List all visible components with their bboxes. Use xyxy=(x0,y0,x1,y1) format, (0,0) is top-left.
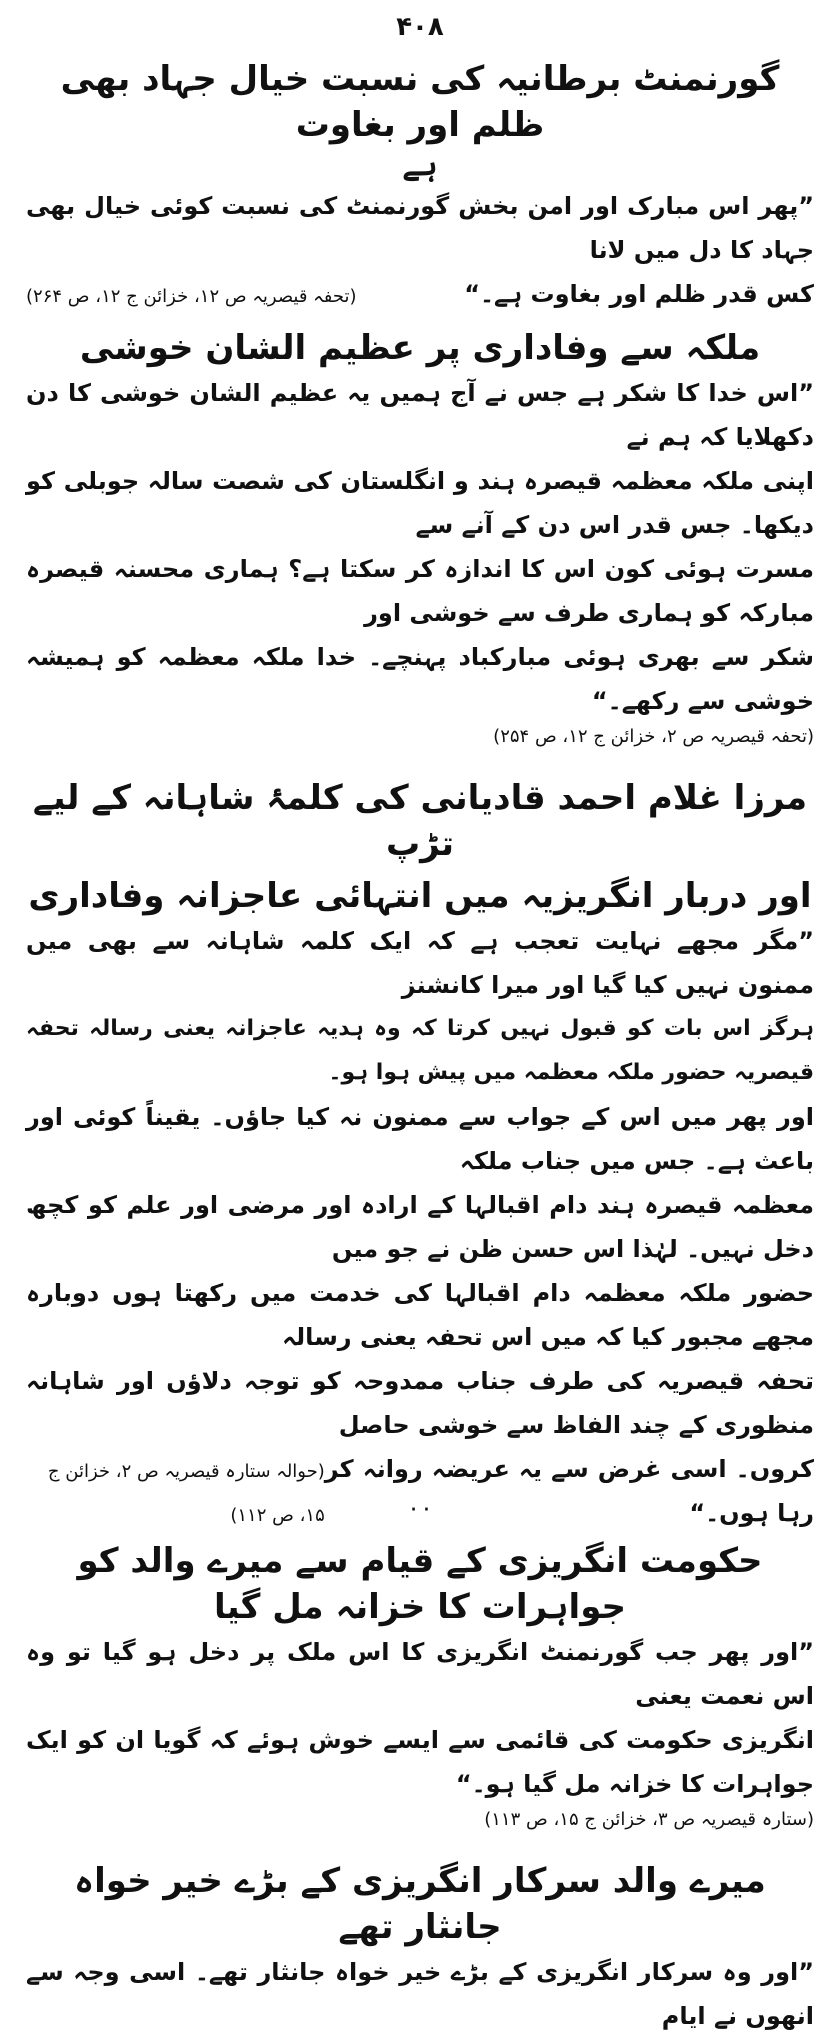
section-jewel-treasure xyxy=(26,1538,814,1834)
quote-line: شکر سے بھری ہوئی مبارکباد پہنچے۔ خدا ملکہ معظمہ کو ہمیشہ خوشی سے رکھے۔“ xyxy=(26,643,814,715)
section-royal-word-longing xyxy=(26,775,814,1538)
quote-last-line-row xyxy=(26,272,814,319)
quote-line: کروں۔ اسی غرض سے یہ عریضہ روانہ کر رہا ہوں۔“ xyxy=(324,1455,814,1527)
section-heading-continuation: ہے xyxy=(402,148,438,183)
page-footer-mark: ۰۰ xyxy=(407,1494,433,1522)
quote-line: مسرت ہوئی کون اس کا اندازہ کر سکتا ہے؟ ہماری محسنہ قیصرہ مبارکہ کو ہماری طرف سے خوشی اور xyxy=(26,555,814,627)
section-heading: حکومت انگریزی کے قیام سے میرے والد کو جواہرات کا خزانہ مل گیا xyxy=(77,1541,763,1627)
section-queen-jubilee xyxy=(26,325,814,751)
quote-line: کس قدر ظلم اور بغاوت ہے۔“ xyxy=(464,280,814,308)
page-number: ۴۰۸ xyxy=(396,12,444,42)
quote-line: حضور ملکہ معظمہ دام اقبالہا کی خدمت میں رکھتا ہوں دوبارہ مجھے مجبور کیا کہ میں اس تحفہ یعنی رسالہ xyxy=(26,1279,814,1351)
section-heading: میرے والد سرکار انگریزی کے بڑے خیر خواہ جانثار تھے xyxy=(74,1861,766,1947)
quote-line: ”مگر مجھے نہایت تعجب ہے کہ ایک کلمہ شاہانہ سے بھی میں ممنون نہیں کیا گیا اور میرا کانشنز xyxy=(26,927,814,999)
section-heading: مرزا غلام احمد قادیانی کی کلمۂ شاہانہ کے لیے تڑپ xyxy=(32,778,808,864)
quote-line: انگریزی حکومت کی قائمی سے ایسے خوش ہوئے کہ گویا ان کو ایک جواہرات کا خزانہ مل گیا ہو۔“ xyxy=(26,1726,814,1798)
citation: (ستارہ قیصریہ ص ۳، خزائن ج ۱۵، ص ۱۱۳) xyxy=(484,1809,814,1830)
section-subheading: اور دربار انگریزیہ میں انتہائی عاجزانہ وفاداری xyxy=(28,876,812,916)
citation: (تحفہ قیصریہ ص ۲، خزائن ج ۱۲، ص ۲۵۴) xyxy=(493,726,814,747)
quote-line: اور پھر میں اس کے جواب سے ممنون نہ کیا جاؤں۔ یقیناً کوئی اور باعث ہے۔ جس میں جناب ملکہ xyxy=(26,1103,814,1175)
quote-line: تحفہ قیصریہ کی طرف جناب ممدوحہ کو توجہ دلاؤں اور شاہانہ منظوری کے چند الفاظ سے خوشی حاصل xyxy=(26,1367,814,1439)
quote-last-line-row xyxy=(26,1447,814,1538)
quote-line: ”اور وہ سرکار انگریزی کے بڑے خیر خواہ جانثار تھے۔ اسی وجہ سے انھوں نے ایام xyxy=(26,1958,814,2030)
quote-line: ہرگز اس بات کو قبول نہیں کرتا کہ وہ ہدیہ عاجزانہ یعنی رسالہ تحفہ قیصریہ حضور ملکہ معظمہ میں پیش ہوا ہو۔ xyxy=(26,1016,814,1085)
citation: (تحفہ قیصریہ ص ۱۲، خزائن ج ۱۲، ص ۲۶۴) xyxy=(26,286,357,307)
section-heading: ملکہ سے وفاداری پر عظیم الشان خوشی xyxy=(79,328,761,368)
quote-line: معظمہ قیصرہ ہند دام اقبالہا کے ارادہ اور مرضی اور علم کو کچھ دخل نہیں۔ لہٰذا اس حسن ظن نے جو میں xyxy=(26,1191,814,1263)
quote-line: اپنی ملکہ معظمہ قیصرہ ہند و انگلستان کی شصت سالہ جوبلی کو دیکھا۔ جس قدر اس دن کے آنے سے xyxy=(26,467,814,539)
citation: (حوالہ ستارہ قیصریہ ص ۲، خزائن ج ۱۵، ص ۱۱۲) xyxy=(47,1461,325,1526)
quote-line: ”اور پھر جب گورنمنٹ انگریزی کا اس ملک پر دخل ہو گیا تو وہ اس نعمت یعنی xyxy=(26,1638,814,1710)
section-jihad-rebellion xyxy=(26,56,814,319)
quote-line: ”اس خدا کا شکر ہے جس نے آج ہمیں یہ عظیم الشان خوشی کا دن دکھلایا کہ ہم نے xyxy=(26,379,814,451)
section-heading: گورنمنٹ برطانیہ کی نسبت خیال جہاد بھی ظلم اور بغاوت xyxy=(60,59,780,145)
quote-line: ”پھر اس مبارک اور امن بخش گورنمنٹ کی نسبت کوئی خیال بھی جہاد کا دل میں لانا xyxy=(26,192,814,264)
section-father-loyal xyxy=(26,1858,814,2038)
